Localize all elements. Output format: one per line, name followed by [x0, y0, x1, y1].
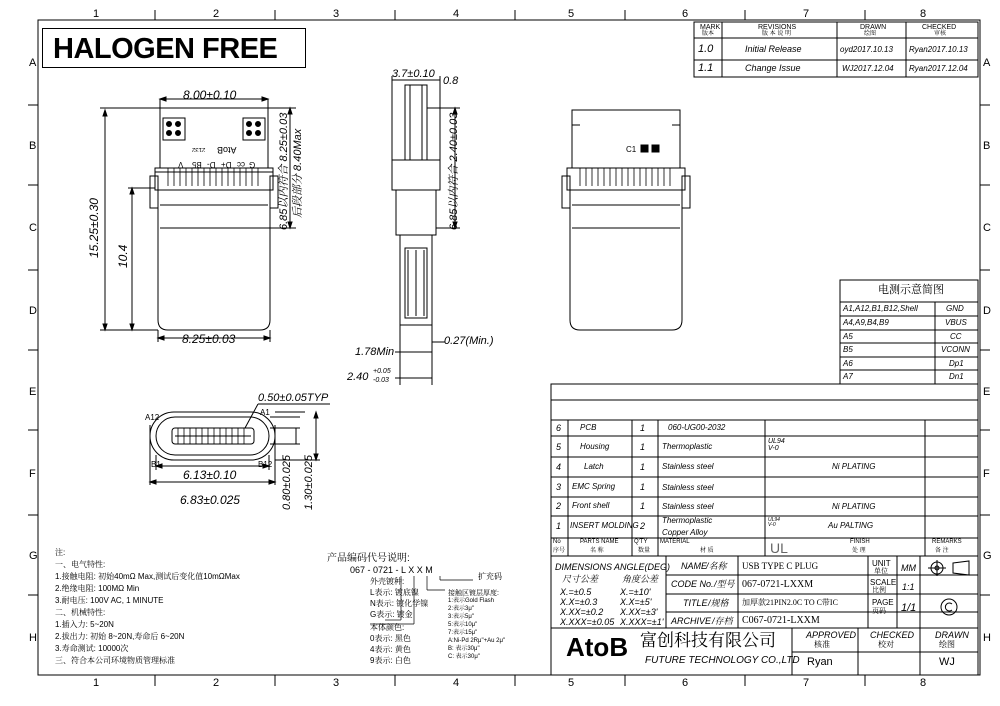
bom-row1-no: 1: [556, 521, 562, 531]
code-contact-3: 3:表示5μ": [448, 614, 474, 620]
dim-typ: 0.50±0.05TYP: [258, 392, 329, 404]
notes-line-9: 三、符合本公司环境物质管理标准: [55, 656, 175, 665]
bom-row3-no: 3: [556, 482, 562, 492]
notes-line-7: 2.拔出力: 初始 8~20N,寿命后 6~20N: [55, 632, 185, 641]
zone-letter-left-c: C: [29, 222, 37, 234]
notes-line-2: 1.接触电阻: 初始40mΩ Max,测试后变化值10mΩMax: [55, 572, 240, 581]
pin-label-a1: A1: [260, 408, 270, 417]
tb-title-cn: /规格: [708, 598, 729, 608]
tb-page-cn: 页码: [872, 608, 886, 615]
bom-header-no: No: [553, 539, 561, 545]
bom-row3-material: Stainless steel: [662, 483, 714, 492]
zone-letter-left-h: H: [29, 632, 37, 644]
halogen-free-banner: [42, 28, 306, 68]
rev-row1-drawn: oyd2017.10.13: [840, 45, 893, 54]
pcb-text-dplus: D+: [221, 160, 232, 169]
zone-number-bottom-2: 2: [213, 677, 220, 689]
rev-row1-mark: 1.0: [698, 43, 714, 55]
pinout-row3-signal: CC: [950, 332, 962, 341]
bom-row2-no: 2: [556, 501, 562, 511]
notes-line-1: 一、电气特性:: [55, 560, 106, 569]
code-contact-8: C: 表示30μ": [448, 654, 480, 660]
company-name-cn: 富创科技有限公司: [640, 631, 776, 651]
bom-row6-no: 6: [556, 423, 562, 433]
company-name-en: FUTURE TECHNOLOGY CO.,LTD: [645, 655, 800, 666]
tb-unit-cn: 单位: [874, 568, 888, 575]
bom-header-part-cn: 名 称: [590, 548, 604, 554]
tb-code-label: CODE No.: [671, 579, 714, 589]
zone-letter-right-b: B: [983, 140, 991, 152]
dim-bottom-width: 8.25±0.03: [182, 332, 236, 346]
pinout-row5-pins: A6: [843, 359, 853, 368]
bom-header-finish: FINISH: [850, 539, 870, 545]
notes-line-8: 3.寿命测试: 10000次: [55, 644, 129, 653]
zone-number-top-5: 5: [568, 8, 575, 20]
dim-h080: 0.80±0.025: [281, 455, 293, 510]
notes-line-5: 二、机械特性:: [55, 608, 106, 617]
code-contact-6: A:Ni-Pd 2Rμ"+Au 2μ": [448, 638, 506, 644]
tb-tol-angle-3: X.XX=±3': [620, 607, 658, 617]
copyright-icon: [939, 597, 959, 617]
code-plating-1: L表示: 镀底镍: [370, 588, 419, 597]
rev-row2-checked: Ryan2017.12.04: [909, 64, 968, 73]
tb-tol-dim-4: X.XXX=±0.05: [560, 617, 615, 627]
bom-row5-material: Thermoplastic: [662, 442, 713, 451]
pinout-row6-signal: Dn1: [949, 372, 964, 381]
bom-row5-extra: UL94 V-0: [768, 438, 785, 452]
dim-body-length: 10.4: [116, 244, 130, 268]
tb-name-label: NAME: [681, 561, 708, 571]
bom-row1-part: INSERT MOLDING: [570, 521, 639, 530]
tb-archive-label: ARCHIVE: [671, 616, 712, 626]
bom-header-material-cn: 材 质: [700, 548, 714, 554]
pin-label-b1: B1: [151, 460, 161, 469]
bom-row4-part: Latch: [584, 462, 604, 471]
zone-letter-right-h: H: [983, 632, 991, 644]
rev-row1-checked: Ryan2017.10.13: [909, 45, 968, 54]
bom-row6-material: 060-UG00-2032: [668, 423, 726, 432]
rev-header-revisions: REVISIONS: [758, 24, 797, 31]
tb-drawn-value: WJ: [939, 656, 955, 668]
zone-letter-right-d: D: [983, 305, 991, 317]
bom-row5-no: 5: [556, 442, 562, 452]
zone-number-bottom-6: 6: [682, 677, 689, 689]
tb-approved-label: APPROVED: [806, 630, 857, 640]
tb-approved-cn: 核准: [814, 640, 830, 649]
rev-row2-mark: 1.1: [698, 62, 714, 74]
code-contact-5: 7:表示15μ": [448, 630, 478, 636]
tb-page-value: 1/1: [901, 602, 917, 614]
bom-row3-part: EMC Spring: [572, 482, 616, 491]
pinout-row1-pins: A1,A12,B1,B12,Shell: [843, 304, 918, 313]
tb-tol-dim-3: X.XX=±0.2: [560, 607, 604, 617]
tb-approved-value: Ryan: [807, 656, 833, 668]
rev-row2-desc: Change Issue: [745, 63, 801, 73]
tb-scale-value: 1:1: [902, 582, 915, 592]
zone-number-bottom-5: 5: [568, 677, 575, 689]
projection-symbol-icon: [925, 559, 975, 577]
bom-row5-part: Housing: [580, 442, 610, 451]
pcb-text-cc: cc: [237, 160, 245, 169]
pinout-row4-pins: B5: [843, 345, 853, 354]
bom-row1-finish: Au PALTING: [828, 521, 874, 530]
notes-line-3: 2.绝缘电阻: 100MΩ Min: [55, 584, 140, 593]
rev-subheader-mark: 版本: [702, 31, 715, 37]
bom-row3-qty: 1: [640, 482, 646, 492]
code-color-2: 4表示: 黄色: [370, 645, 411, 654]
zone-number-top-1: 1: [93, 8, 100, 20]
bom-row1-qty: 2: [640, 521, 646, 531]
zone-letter-left-f: F: [29, 468, 36, 480]
rev-subheader-revisions: 版 本 说 明: [762, 31, 792, 37]
zone-number-bottom-1: 1: [93, 677, 100, 689]
zone-number-top-8: 8: [920, 8, 927, 20]
zone-letter-left-g: G: [29, 550, 38, 562]
dim-side-2-40: 6.85以内符合 2.40±0.03: [448, 112, 460, 230]
dim-thickness: 3.7±0.10: [392, 68, 435, 80]
rev-subheader-checked: 审核: [934, 31, 947, 37]
dim-tol-down: -0.03: [373, 377, 389, 384]
pcb-text-v: V: [178, 160, 184, 169]
bom-row1-material: Thermoplastic: [662, 516, 713, 525]
dim-w613: 6.13±0.10: [183, 468, 237, 482]
notes-line-4: 3.耐电压: 100V AC, 1 MINUTE: [55, 596, 164, 605]
code-color-3: 9表示: 白色: [370, 656, 411, 665]
zone-number-top-2: 2: [213, 8, 220, 20]
bom-header-qty: Q'TY: [634, 539, 648, 545]
rev-header-mark: MARK: [700, 24, 721, 31]
tb-dimensions-label: DIMENSIONS: [555, 562, 613, 572]
banner-text: HALOGEN FREE: [53, 33, 278, 65]
zone-letter-left-b: B: [29, 140, 37, 152]
tb-unit-label: UNIT: [872, 559, 891, 568]
tb-code-value: 067-0721-LXXM: [742, 579, 814, 590]
dim-240: 2.40: [347, 371, 369, 383]
zone-letter-right-f: F: [983, 468, 990, 480]
bom-row2-part: Front shell: [572, 501, 610, 510]
dim-side-8-40: 后段部分 8.40Max: [292, 128, 304, 218]
zone-letter-right-a: A: [983, 57, 991, 69]
bom-header-material: MATERIAL: [660, 539, 690, 545]
bom-row2-material: Stainless steel: [662, 502, 714, 511]
rev-row1-desc: Initial Release: [745, 44, 802, 54]
bom-row1-extra: UL94 V-0: [768, 517, 780, 528]
tb-drawn-cn: 绘图: [939, 640, 955, 649]
tb-unit-value: MM: [901, 563, 916, 573]
tb-title-label: TITLE: [683, 598, 708, 608]
zone-number-bottom-3: 3: [333, 677, 340, 689]
tb-page-label: PAGE: [872, 598, 894, 607]
rev-header-drawn: DRAWN: [860, 24, 887, 31]
tb-tol-dim-1: X.=±0.5: [560, 587, 592, 597]
dim-tol-up: +0.05: [373, 368, 391, 375]
dim-w683: 6.83±0.025: [180, 493, 240, 507]
zone-number-top-7: 7: [803, 8, 810, 20]
pinout-row4-signal: VCONN: [941, 345, 970, 354]
bom-row5-qty: 1: [640, 442, 646, 452]
zone-number-bottom-4: 4: [453, 677, 460, 689]
code-color-title: 本体颜色:: [370, 623, 405, 632]
zone-letter-right-e: E: [983, 386, 991, 398]
notes-title: 注:: [55, 548, 66, 557]
code-ext: 扩充码: [478, 572, 502, 581]
bom-row6-part: PCB: [580, 423, 597, 432]
code-plating-2: N表示: 镀化学镍: [370, 599, 429, 608]
ul-mark: UL: [770, 540, 788, 556]
bom-row2-qty: 1: [640, 501, 646, 511]
tb-scale-cn: 比例: [872, 587, 886, 594]
bom-row4-material: Stainless steel: [662, 462, 714, 471]
tb-archive-cn: /存档: [712, 616, 733, 626]
pinout-title: 电测示意简图: [878, 284, 944, 296]
bom-header-qty-cn: 数量: [638, 548, 651, 554]
pcb-text-dminus: D-: [207, 160, 216, 169]
bom-header-remarks-cn: 备 注: [935, 548, 949, 554]
bom-header-part: PARTS NAME: [580, 539, 619, 545]
zone-letter-right-g: G: [983, 550, 992, 562]
code-contact-title: 接触区镀层厚度:: [448, 590, 499, 597]
tb-drawn-label: DRAWN: [935, 630, 969, 640]
pinout-row6-pins: A7: [843, 372, 853, 381]
tb-tol-angle-2: X.X=±5': [620, 597, 652, 607]
tb-dim-cn: 尺寸公差: [562, 574, 599, 584]
zone-number-top-6: 6: [682, 8, 689, 20]
zone-letter-left-a: A: [29, 57, 37, 69]
tb-checked-cn: 校对: [878, 640, 894, 649]
dim-min-178: 1.78Min: [355, 346, 395, 358]
bom-row6-qty: 1: [640, 423, 646, 433]
tb-tol-angle-4: X.XXX=±1': [620, 617, 664, 627]
rev-header-checked: CHECKED: [922, 24, 957, 31]
code-value: 067 - 0721 - L X X M: [350, 565, 433, 575]
tb-scale-label: SCALE: [870, 578, 897, 587]
bom-row1-material2: Copper Alloy: [662, 528, 708, 537]
bom-header-no-cn: 序号: [553, 548, 566, 554]
dim-overall-length: 15.25±0.30: [87, 198, 101, 258]
code-contact-4: 5:表示10μ": [448, 622, 478, 628]
bom-header-remarks: REMARKS: [932, 539, 962, 545]
zone-letter-left-d: D: [29, 305, 37, 317]
back-text-c1: C1: [626, 145, 637, 154]
zone-letter-left-e: E: [29, 386, 37, 398]
dim-h130: 1.30±0.025: [303, 455, 315, 510]
code-plating-title: 外壳镀种:: [370, 577, 405, 586]
tb-name-value: USB TYPE C PLUG: [742, 561, 819, 571]
pcb-text-g: G: [249, 160, 256, 169]
code-color-1: 0表示: 黑色: [370, 634, 411, 643]
notes-line-6: 1.插入力: 5~20N: [55, 620, 114, 629]
code-contact-7: B: 表示30μ": [448, 646, 480, 652]
bom-row4-qty: 1: [640, 462, 646, 472]
bom-header-finish-cn: 处 理: [852, 548, 866, 554]
dim-side-8-25: 6.85以内符合 8.25±0.03: [278, 112, 290, 230]
dim-tab: 0.8: [443, 75, 459, 87]
dim-top-width: 8.00±0.10: [183, 88, 237, 102]
pinout-row2-pins: A4,A9,B4,B9: [843, 318, 889, 327]
pcb-text-b5: B5: [192, 160, 202, 169]
pcb-text-atob: AtoB: [217, 145, 237, 155]
pcb-text-2132: 2132: [192, 146, 206, 152]
bom-row4-finish: Ni PLATING: [832, 462, 876, 471]
pin-label-a12: A12: [145, 413, 160, 422]
tb-tol-dim-2: X.X=±0.3: [560, 597, 598, 607]
tb-name-cn: /名称: [706, 561, 727, 571]
tb-tol-angle-1: X.=±10': [620, 587, 651, 597]
pinout-row1-signal: GND: [946, 304, 964, 313]
bom-row2-finish: Ni PLATING: [832, 502, 876, 511]
code-contact-1: 1:表示Gold Flash: [448, 598, 495, 604]
pin-label-b12: B12: [258, 460, 273, 469]
tb-archive-value: C067-0721-LXXM: [742, 615, 820, 626]
code-plating-3: G表示: 镀金: [370, 610, 413, 619]
zone-number-top-4: 4: [453, 8, 460, 20]
tb-angle-label: ANGLE(DEG): [614, 562, 671, 572]
bom-row4-no: 4: [556, 462, 562, 472]
pinout-row2-signal: VBUS: [945, 318, 967, 327]
company-logo: AtoB: [566, 632, 629, 662]
tb-angle-cn: 角度公差: [622, 574, 659, 584]
tb-code-cn: /型号: [714, 579, 735, 589]
pinout-row3-pins: A5: [843, 332, 853, 341]
code-leader-lines: [355, 570, 515, 680]
tb-title-value: 加厚款21PIN2.0C TO C带IC: [742, 598, 838, 607]
zone-number-bottom-7: 7: [803, 677, 810, 689]
zone-number-top-3: 3: [333, 8, 340, 20]
dim-min-027: 0.27(Min.): [444, 335, 494, 347]
code-title: 产品编码代号说明:: [327, 553, 410, 564]
tb-checked-label: CHECKED: [870, 630, 915, 640]
rev-subheader-drawn: 绘图: [864, 31, 877, 37]
zone-number-bottom-8: 8: [920, 677, 927, 689]
code-contact-2: 2:表示3μ": [448, 606, 474, 612]
rev-row2-drawn: WJ2017.12.04: [842, 64, 894, 73]
pinout-row5-signal: Dp1: [949, 359, 964, 368]
zone-letter-right-c: C: [983, 222, 991, 234]
